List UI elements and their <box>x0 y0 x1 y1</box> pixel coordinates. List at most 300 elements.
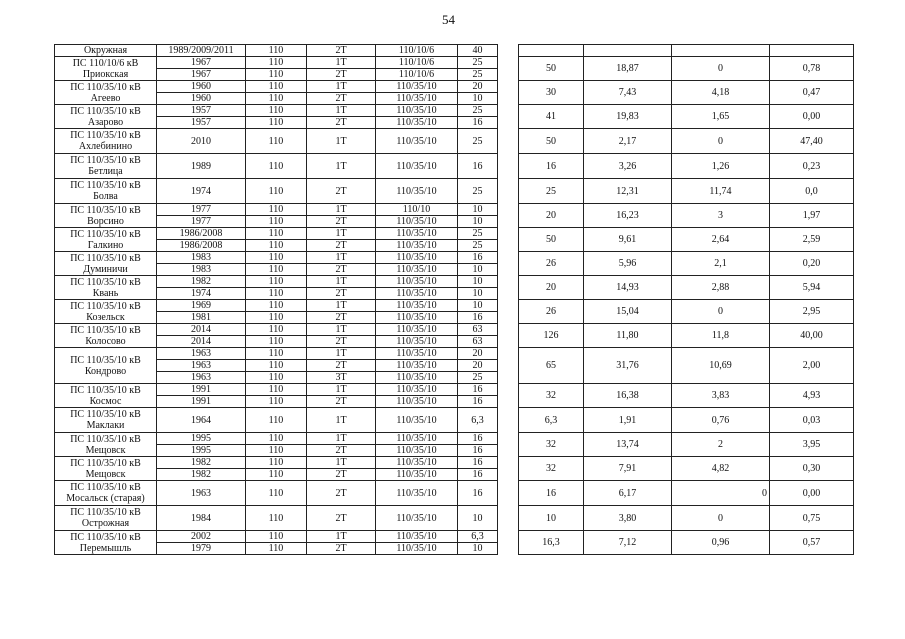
spacer-cell <box>498 457 519 481</box>
voltage-kv-cell: 110 <box>246 276 307 288</box>
transformer-cell: 1Т <box>307 105 376 117</box>
capacity-cell: 10 <box>458 204 498 216</box>
voltage-ratio-cell: 110/35/10 <box>376 433 458 445</box>
voltage-kv-cell: 110 <box>246 45 307 57</box>
spacer-cell <box>498 276 519 300</box>
voltage-ratio-cell: 110/35/10 <box>376 445 458 457</box>
spacer-cell <box>498 408 519 433</box>
voltage-kv-cell: 110 <box>246 396 307 408</box>
table-row <box>55 81 854 93</box>
year-cell: 1991 <box>157 384 246 396</box>
load-cell: 7,91 <box>584 457 672 481</box>
capacity-cell: 25 <box>458 129 498 154</box>
total-capacity-cell: 20 <box>519 204 584 228</box>
deficit-cell: 2,95 <box>770 300 854 324</box>
capacity-cell: 25 <box>458 179 498 204</box>
load-cell <box>584 45 672 57</box>
load-cell: 6,17 <box>584 481 672 506</box>
voltage-ratio-cell: 110/35/10 <box>376 117 458 129</box>
transformer-cell: 1Т <box>307 154 376 179</box>
capacity-cell: 6,3 <box>458 408 498 433</box>
year-cell: 1984 <box>157 506 246 531</box>
voltage-kv-cell: 110 <box>246 360 307 372</box>
capacity-cell: 16 <box>458 433 498 445</box>
deficit-cell: 40,00 <box>770 324 854 348</box>
transformer-cell: 2Т <box>307 179 376 204</box>
transformer-cell: 1Т <box>307 252 376 264</box>
capacity-cell: 10 <box>458 300 498 312</box>
transformer-cell: 2Т <box>307 445 376 457</box>
deficit-cell: 47,40 <box>770 129 854 154</box>
year-cell: 1983 <box>157 264 246 276</box>
capacity-cell: 10 <box>458 93 498 105</box>
substation-name: Окружная <box>55 45 157 57</box>
substation-name: ПС 110/35/10 кВ Острожная <box>55 506 157 531</box>
substation-table <box>54 44 854 555</box>
deficit-cell: 0,78 <box>770 57 854 81</box>
voltage-ratio-cell: 110/35/10 <box>376 312 458 324</box>
table-row <box>55 300 854 312</box>
reserve-cell: 11,74 <box>672 179 770 204</box>
transformer-cell: 1Т <box>307 348 376 360</box>
reserve-cell: 4,18 <box>672 81 770 105</box>
voltage-ratio-cell: 110/35/10 <box>376 129 458 154</box>
reserve-cell: 4,82 <box>672 457 770 481</box>
capacity-cell: 16 <box>458 396 498 408</box>
year-cell: 1989 <box>157 154 246 179</box>
table-row <box>55 57 854 69</box>
capacity-cell: 16 <box>458 384 498 396</box>
voltage-ratio-cell: 110/35/10 <box>376 531 458 543</box>
deficit-cell: 0,20 <box>770 252 854 276</box>
reserve-cell: 11,8 <box>672 324 770 348</box>
spacer-cell <box>498 481 519 506</box>
voltage-ratio-cell: 110/35/10 <box>376 240 458 252</box>
total-capacity-cell: 50 <box>519 57 584 81</box>
substation-name: ПС 110/35/10 кВ Мосальск (старая) <box>55 481 157 506</box>
substation-name: ПС 110/35/10 кВ Ахлебинино <box>55 129 157 154</box>
load-cell: 14,93 <box>584 276 672 300</box>
substation-name: ПС 110/35/10 кВ Болва <box>55 179 157 204</box>
year-cell: 1989/2009/2011 <box>157 45 246 57</box>
reserve-cell: 0 <box>672 481 770 506</box>
deficit-cell: 2,59 <box>770 228 854 252</box>
voltage-kv-cell: 110 <box>246 408 307 433</box>
spacer-cell <box>498 57 519 81</box>
spacer-cell <box>498 348 519 384</box>
transformer-cell: 2Т <box>307 360 376 372</box>
voltage-kv-cell: 110 <box>246 288 307 300</box>
spacer-cell <box>498 228 519 252</box>
voltage-kv-cell: 110 <box>246 240 307 252</box>
capacity-cell: 25 <box>458 372 498 384</box>
capacity-cell: 25 <box>458 69 498 81</box>
substation-name: ПС 110/35/10 кВ Квань <box>55 276 157 300</box>
reserve-cell: 2,1 <box>672 252 770 276</box>
transformer-cell: 2Т <box>307 216 376 228</box>
table-row <box>55 384 854 396</box>
capacity-cell: 16 <box>458 445 498 457</box>
page-number: 54 <box>442 12 455 27</box>
reserve-cell: 1,65 <box>672 105 770 129</box>
voltage-ratio-cell: 110/35/10 <box>376 457 458 469</box>
voltage-kv-cell: 110 <box>246 252 307 264</box>
total-capacity-cell: 126 <box>519 324 584 348</box>
table-row <box>55 276 854 288</box>
total-capacity-cell: 50 <box>519 228 584 252</box>
transformer-cell: 2Т <box>307 336 376 348</box>
reserve-cell: 0,96 <box>672 531 770 555</box>
spacer-cell <box>498 252 519 276</box>
spacer-cell <box>498 129 519 154</box>
reserve-cell: 0,76 <box>672 408 770 433</box>
voltage-ratio-cell: 110/35/10 <box>376 276 458 288</box>
substation-name: ПС 110/35/10 кВ Мещовск <box>55 433 157 457</box>
year-cell: 1963 <box>157 481 246 506</box>
substation-name: ПС 110/35/10 кВ Кондрово <box>55 348 157 384</box>
voltage-kv-cell: 110 <box>246 300 307 312</box>
transformer-cell: 2Т <box>307 45 376 57</box>
transformer-cell: 1Т <box>307 433 376 445</box>
transformer-cell: 1Т <box>307 324 376 336</box>
year-cell: 1986/2008 <box>157 228 246 240</box>
year-cell: 1982 <box>157 469 246 481</box>
total-capacity-cell: 10 <box>519 506 584 531</box>
voltage-ratio-cell: 110/10/6 <box>376 69 458 81</box>
capacity-cell: 20 <box>458 348 498 360</box>
table-row <box>55 105 854 117</box>
capacity-cell: 25 <box>458 228 498 240</box>
table-row <box>55 506 854 531</box>
year-cell: 1995 <box>157 433 246 445</box>
reserve-cell: 0 <box>672 129 770 154</box>
capacity-cell: 10 <box>458 276 498 288</box>
year-cell: 2014 <box>157 324 246 336</box>
total-capacity-cell: 50 <box>519 129 584 154</box>
capacity-cell: 10 <box>458 216 498 228</box>
capacity-cell: 16 <box>458 469 498 481</box>
voltage-kv-cell: 110 <box>246 531 307 543</box>
load-cell: 9,61 <box>584 228 672 252</box>
deficit-cell: 3,95 <box>770 433 854 457</box>
transformer-cell: 1Т <box>307 384 376 396</box>
load-cell: 5,96 <box>584 252 672 276</box>
load-cell: 7,43 <box>584 81 672 105</box>
capacity-cell: 40 <box>458 45 498 57</box>
capacity-cell: 10 <box>458 543 498 555</box>
spacer-cell <box>498 204 519 228</box>
transformer-cell: 1Т <box>307 408 376 433</box>
substation-name: ПС 110/35/10 кВ Перемышль <box>55 531 157 555</box>
total-capacity-cell: 26 <box>519 300 584 324</box>
voltage-kv-cell: 110 <box>246 445 307 457</box>
substation-name: ПС 110/35/10 кВ Маклаки <box>55 408 157 433</box>
voltage-kv-cell: 110 <box>246 506 307 531</box>
year-cell: 1964 <box>157 408 246 433</box>
total-capacity-cell: 16,3 <box>519 531 584 555</box>
load-cell: 3,80 <box>584 506 672 531</box>
spacer-cell <box>498 433 519 457</box>
total-capacity-cell: 32 <box>519 457 584 481</box>
year-cell: 2010 <box>157 129 246 154</box>
reserve-cell: 2,88 <box>672 276 770 300</box>
transformer-cell: 2Т <box>307 312 376 324</box>
voltage-kv-cell: 110 <box>246 81 307 93</box>
year-cell: 2002 <box>157 531 246 543</box>
substation-name: ПС 110/35/10 кВ Мещовск <box>55 457 157 481</box>
voltage-kv-cell: 110 <box>246 216 307 228</box>
total-capacity-cell: 25 <box>519 179 584 204</box>
voltage-kv-cell: 110 <box>246 93 307 105</box>
transformer-cell: 1Т <box>307 276 376 288</box>
capacity-cell: 25 <box>458 240 498 252</box>
table-row <box>55 433 854 445</box>
table-row <box>55 324 854 336</box>
total-capacity-cell: 41 <box>519 105 584 129</box>
voltage-kv-cell: 110 <box>246 348 307 360</box>
year-cell: 2014 <box>157 336 246 348</box>
voltage-ratio-cell: 110/10 <box>376 204 458 216</box>
transformer-cell: 1Т <box>307 204 376 216</box>
total-capacity-cell: 30 <box>519 81 584 105</box>
year-cell: 1960 <box>157 81 246 93</box>
reserve-cell: 0 <box>672 506 770 531</box>
deficit-cell: 0,00 <box>770 481 854 506</box>
voltage-kv-cell: 110 <box>246 154 307 179</box>
total-capacity-cell: 32 <box>519 384 584 408</box>
load-cell: 15,04 <box>584 300 672 324</box>
substation-name: ПС 110/35/10 кВ Козельск <box>55 300 157 324</box>
voltage-ratio-cell: 110/35/10 <box>376 360 458 372</box>
year-cell: 1963 <box>157 348 246 360</box>
capacity-cell: 16 <box>458 481 498 506</box>
load-cell: 7,12 <box>584 531 672 555</box>
spacer-cell <box>498 45 519 57</box>
capacity-cell: 16 <box>458 154 498 179</box>
capacity-cell: 63 <box>458 324 498 336</box>
load-cell: 12,31 <box>584 179 672 204</box>
total-capacity-cell: 65 <box>519 348 584 384</box>
voltage-kv-cell: 110 <box>246 372 307 384</box>
substation-name: ПС 110/35/10 кВ Агеево <box>55 81 157 105</box>
load-cell: 11,80 <box>584 324 672 348</box>
voltage-ratio-cell: 110/35/10 <box>376 252 458 264</box>
total-capacity-cell: 32 <box>519 433 584 457</box>
voltage-kv-cell: 110 <box>246 228 307 240</box>
transformer-cell: 2Т <box>307 396 376 408</box>
capacity-cell: 6,3 <box>458 531 498 543</box>
table-body <box>55 45 854 555</box>
voltage-kv-cell: 110 <box>246 179 307 204</box>
voltage-kv-cell: 110 <box>246 312 307 324</box>
voltage-ratio-cell: 110/35/10 <box>376 179 458 204</box>
table-row <box>55 457 854 469</box>
deficit-cell: 0,47 <box>770 81 854 105</box>
voltage-kv-cell: 110 <box>246 543 307 555</box>
capacity-cell: 16 <box>458 117 498 129</box>
transformer-cell: 1Т <box>307 531 376 543</box>
voltage-ratio-cell: 110/35/10 <box>376 105 458 117</box>
year-cell: 1977 <box>157 204 246 216</box>
capacity-cell: 16 <box>458 457 498 469</box>
table-row <box>55 45 854 57</box>
substation-name: ПС 110/35/10 кВ Бетлица <box>55 154 157 179</box>
voltage-kv-cell: 110 <box>246 324 307 336</box>
transformer-cell: 2Т <box>307 506 376 531</box>
table-row <box>55 531 854 543</box>
voltage-ratio-cell: 110/35/10 <box>376 372 458 384</box>
year-cell: 1960 <box>157 93 246 105</box>
deficit-cell: 0,0 <box>770 179 854 204</box>
reserve-cell: 0 <box>672 57 770 81</box>
voltage-ratio-cell: 110/35/10 <box>376 93 458 105</box>
load-cell: 13,74 <box>584 433 672 457</box>
year-cell: 1974 <box>157 179 246 204</box>
table-row <box>55 481 854 506</box>
substation-name: ПС 110/35/10 кВ Ворсино <box>55 204 157 228</box>
spacer-cell <box>498 506 519 531</box>
deficit-cell: 1,97 <box>770 204 854 228</box>
year-cell: 1963 <box>157 360 246 372</box>
table-row <box>55 408 854 433</box>
transformer-cell: 3Т <box>307 372 376 384</box>
voltage-ratio-cell: 110/35/10 <box>376 228 458 240</box>
load-cell: 18,87 <box>584 57 672 81</box>
reserve-cell: 2 <box>672 433 770 457</box>
voltage-ratio-cell: 110/35/10 <box>376 506 458 531</box>
reserve-cell: 10,69 <box>672 348 770 384</box>
capacity-cell: 25 <box>458 105 498 117</box>
transformer-cell: 1Т <box>307 129 376 154</box>
voltage-kv-cell: 110 <box>246 57 307 69</box>
year-cell: 1991 <box>157 396 246 408</box>
reserve-cell <box>672 45 770 57</box>
substation-name: ПС 110/35/10 кВ Колосово <box>55 324 157 348</box>
deficit-cell: 5,94 <box>770 276 854 300</box>
year-cell: 1995 <box>157 445 246 457</box>
spacer-cell <box>498 179 519 204</box>
year-cell: 1974 <box>157 288 246 300</box>
total-capacity-cell: 26 <box>519 252 584 276</box>
capacity-cell: 16 <box>458 252 498 264</box>
load-cell: 16,38 <box>584 384 672 408</box>
voltage-kv-cell: 110 <box>246 105 307 117</box>
spacer-cell <box>498 324 519 348</box>
voltage-ratio-cell: 110/35/10 <box>376 384 458 396</box>
deficit-cell: 0,23 <box>770 154 854 179</box>
capacity-cell: 25 <box>458 57 498 69</box>
voltage-kv-cell: 110 <box>246 69 307 81</box>
voltage-kv-cell: 110 <box>246 204 307 216</box>
substation-name: ПС 110/10/6 кВ Приокская <box>55 57 157 81</box>
voltage-ratio-cell: 110/35/10 <box>376 481 458 506</box>
spacer-cell <box>498 154 519 179</box>
capacity-cell: 20 <box>458 360 498 372</box>
capacity-cell: 10 <box>458 506 498 531</box>
voltage-ratio-cell: 110/35/10 <box>376 154 458 179</box>
year-cell: 1986/2008 <box>157 240 246 252</box>
substation-name: ПС 110/35/10 кВ Космос <box>55 384 157 408</box>
reserve-cell: 3 <box>672 204 770 228</box>
spacer-cell <box>498 384 519 408</box>
capacity-cell: 63 <box>458 336 498 348</box>
transformer-cell: 2Т <box>307 69 376 81</box>
deficit-cell: 2,00 <box>770 348 854 384</box>
total-capacity-cell: 6,3 <box>519 408 584 433</box>
deficit-cell: 0,30 <box>770 457 854 481</box>
total-capacity-cell: 16 <box>519 481 584 506</box>
reserve-cell: 0 <box>672 300 770 324</box>
voltage-kv-cell: 110 <box>246 481 307 506</box>
transformer-cell: 2Т <box>307 93 376 105</box>
load-cell: 3,26 <box>584 154 672 179</box>
voltage-ratio-cell: 110/35/10 <box>376 408 458 433</box>
table-row <box>55 179 854 204</box>
voltage-ratio-cell: 110/35/10 <box>376 396 458 408</box>
substation-name: ПС 110/35/10 кВ Галкино <box>55 228 157 252</box>
year-cell: 1982 <box>157 457 246 469</box>
spacer-cell <box>498 105 519 129</box>
table-row <box>55 228 854 240</box>
capacity-cell: 16 <box>458 312 498 324</box>
transformer-cell: 2Т <box>307 264 376 276</box>
voltage-ratio-cell: 110/35/10 <box>376 264 458 276</box>
transformer-cell: 1Т <box>307 57 376 69</box>
deficit-cell: 0,00 <box>770 105 854 129</box>
voltage-ratio-cell: 110/35/10 <box>376 324 458 336</box>
transformer-cell: 2Т <box>307 288 376 300</box>
deficit-cell <box>770 45 854 57</box>
voltage-kv-cell: 110 <box>246 264 307 276</box>
total-capacity-cell <box>519 45 584 57</box>
voltage-kv-cell: 110 <box>246 129 307 154</box>
transformer-cell: 2Т <box>307 543 376 555</box>
table-row <box>55 252 854 264</box>
transformer-cell: 1Т <box>307 457 376 469</box>
voltage-kv-cell: 110 <box>246 469 307 481</box>
transformer-cell: 2Т <box>307 240 376 252</box>
year-cell: 1967 <box>157 57 246 69</box>
load-cell: 2,17 <box>584 129 672 154</box>
voltage-ratio-cell: 110/35/10 <box>376 469 458 481</box>
year-cell: 1967 <box>157 69 246 81</box>
deficit-cell: 0,75 <box>770 506 854 531</box>
capacity-cell: 10 <box>458 264 498 276</box>
voltage-ratio-cell: 110/35/10 <box>376 288 458 300</box>
voltage-kv-cell: 110 <box>246 457 307 469</box>
voltage-ratio-cell: 110/35/10 <box>376 336 458 348</box>
capacity-cell: 20 <box>458 81 498 93</box>
transformer-cell: 2Т <box>307 481 376 506</box>
deficit-cell: 0,57 <box>770 531 854 555</box>
spacer-cell <box>498 300 519 324</box>
substation-name: ПС 110/35/10 кВ Думиничи <box>55 252 157 276</box>
load-cell: 19,83 <box>584 105 672 129</box>
year-cell: 1977 <box>157 216 246 228</box>
substation-name: ПС 110/35/10 кВ Азарово <box>55 105 157 129</box>
transformer-cell: 1Т <box>307 228 376 240</box>
year-cell: 1981 <box>157 312 246 324</box>
transformer-cell: 1Т <box>307 81 376 93</box>
voltage-ratio-cell: 110/35/10 <box>376 543 458 555</box>
transformer-cell: 2Т <box>307 469 376 481</box>
year-cell: 1982 <box>157 276 246 288</box>
voltage-ratio-cell: 110/10/6 <box>376 45 458 57</box>
table-row <box>55 129 854 154</box>
year-cell: 1957 <box>157 117 246 129</box>
load-cell: 1,91 <box>584 408 672 433</box>
reserve-cell: 1,26 <box>672 154 770 179</box>
